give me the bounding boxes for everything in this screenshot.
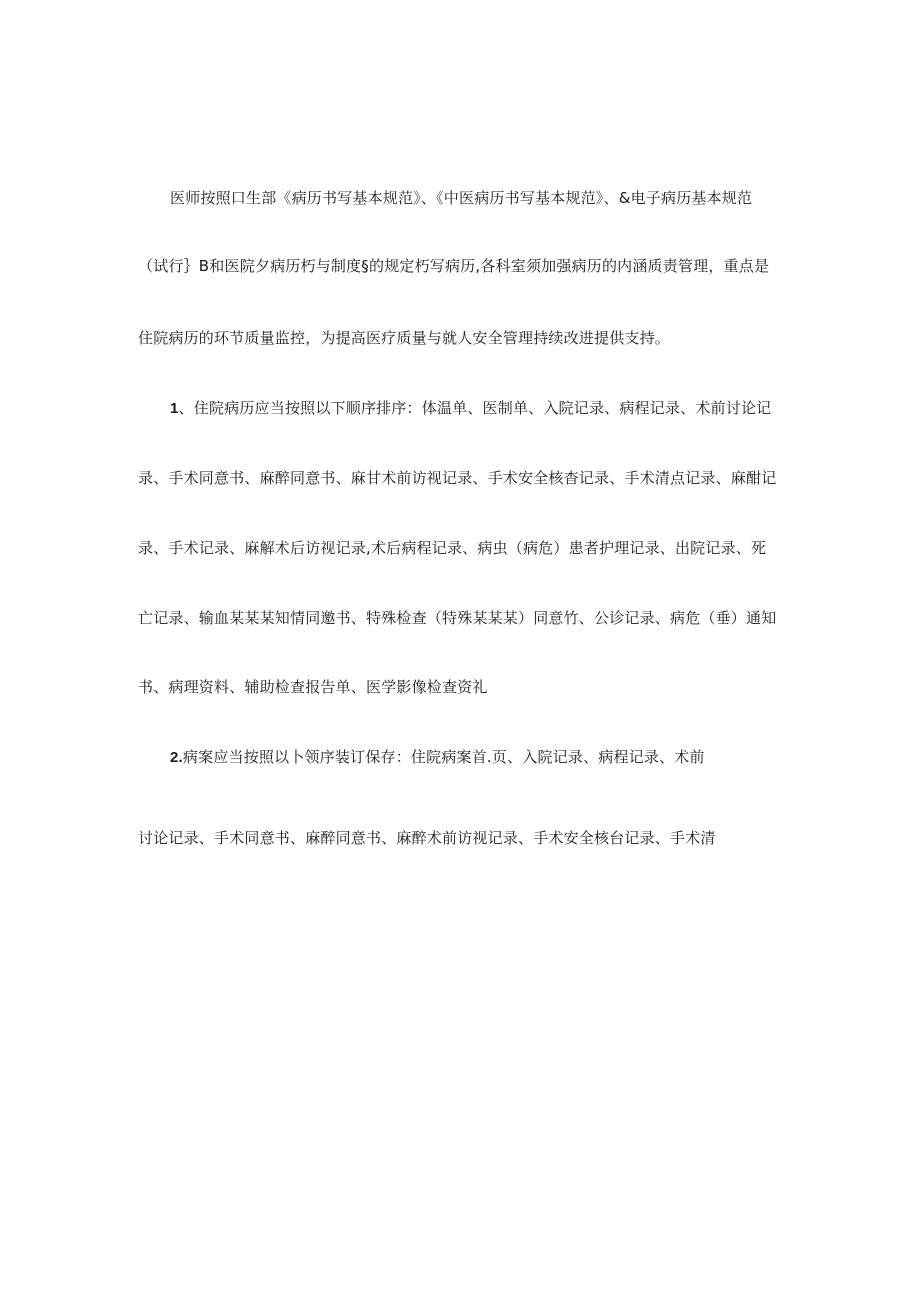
- item2-line-1: [170, 747, 705, 768]
- item2-text-1: 病案应当按照以卜领序装订保存：住院病案首.页、入院记录、病程记录、术前: [182, 748, 705, 766]
- item2-number: 2.: [170, 749, 183, 766]
- intro-line-1: 医师按照口生部《病历书写基本规范》、《中医病历书写基本规范》、&电子病历基本规范: [170, 189, 753, 207]
- item1-text-1: 、住院病历应当按照以下顺序排序：体温单、医制单、入院记录、病程记录、术前讨论记: [178, 399, 772, 417]
- item2-line-2: 讨论记录、手术同意书、麻醉同意书、麻醉术前访视记录、手术安全核台记录、手术清: [138, 829, 716, 847]
- item1-line-4: 亡记录、输血某某某知情同邀书、特殊检查（特殊某某某）同意竹、公诊记录、病危（垂）通知: [138, 609, 777, 627]
- item1-line-3: 录、手术记录、麻解术后访视记录,术后病程记录、病虫（病危）患者护理记录、出院记录、死: [138, 539, 767, 557]
- item1-line-5: 书、病理资料、辅助检查报告单、医学影像检查资礼: [138, 678, 488, 696]
- item1-line-1: [170, 398, 771, 419]
- intro-line-3: 住院病历的环节质量监控，为提高医疗质量与就人安全管理持续改进提供支持。: [138, 329, 671, 347]
- intro-line-2: （试行｝B和医院夕病历朽与制度§的规定朽写病历,各科室须加强病历的内涵质责管理，重点是: [138, 257, 770, 275]
- item1-number: 1: [170, 400, 179, 417]
- item1-line-2: 录、手术同意书、麻醉同意书、麻甘术前访视记录、手术安全核杳记录、手术清点记录、麻酣记: [138, 469, 777, 487]
